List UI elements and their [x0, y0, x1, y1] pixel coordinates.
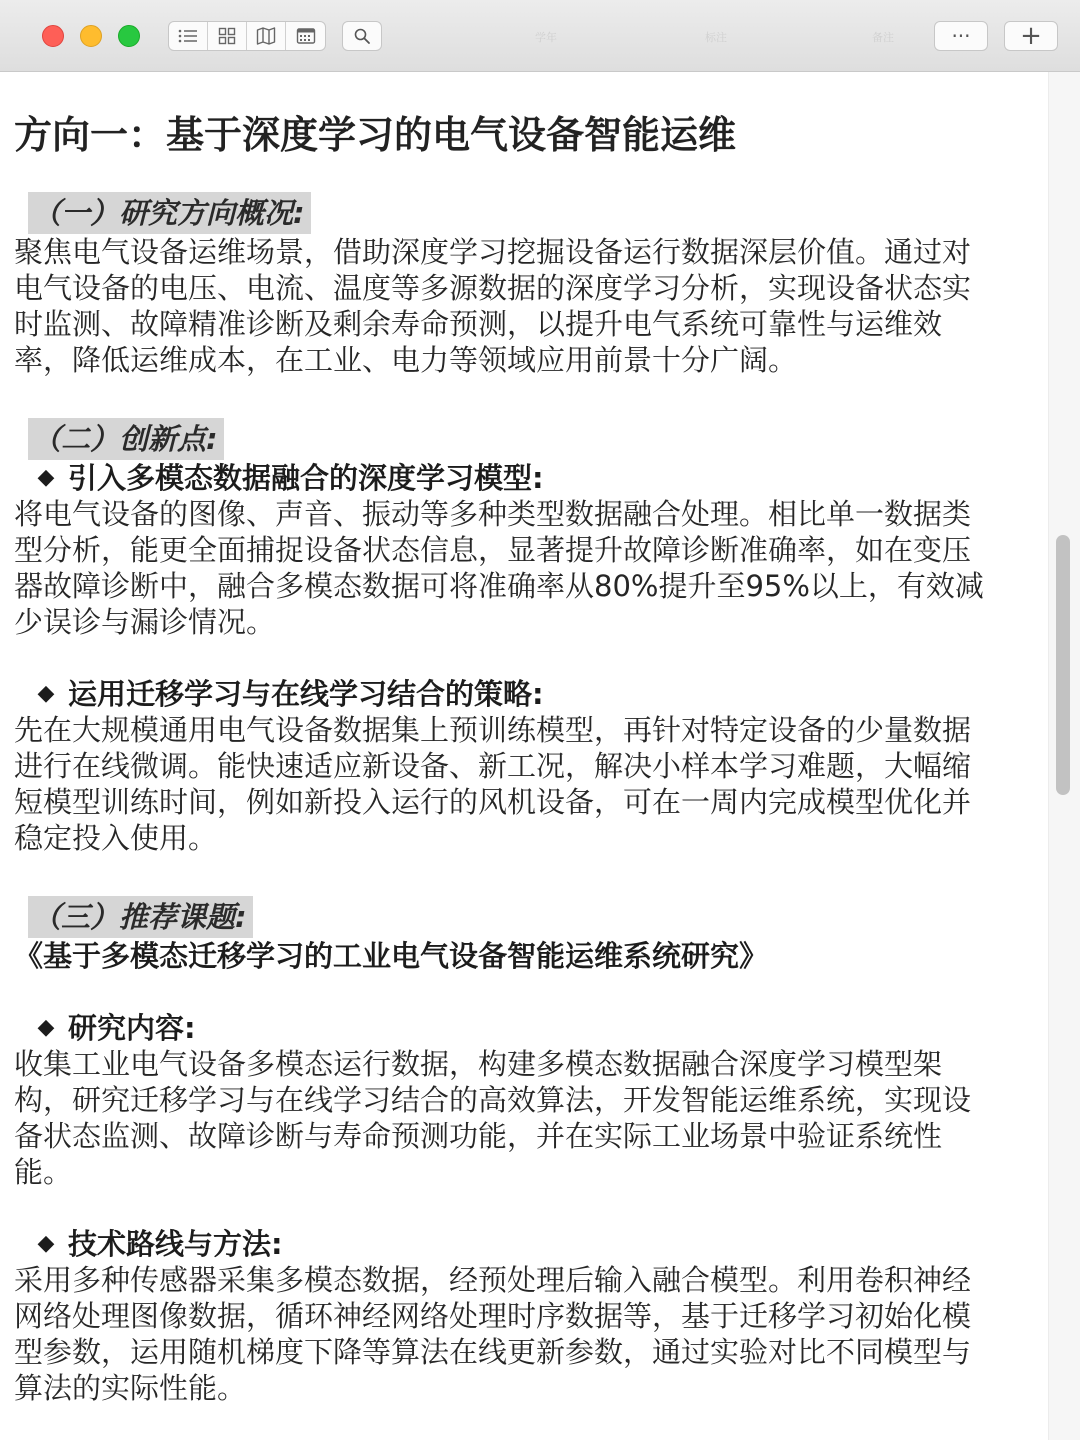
- paragraph-line: 备状态监测、故障诊断与寿命预测功能，并在实际工业场景中验证系统性: [14, 1119, 943, 1153]
- toolbar-faint-label-3: 备注: [872, 31, 894, 44]
- recommended-topic-title: 《基于多模态迁移学习的工业电气设备智能运维系统研究》: [14, 939, 769, 973]
- diamond-bullet-icon: ◆: [37, 1231, 55, 1256]
- scrollbar-thumb[interactable]: [1056, 535, 1070, 795]
- grid-view-button[interactable]: [208, 22, 247, 50]
- window-toolbar: [0, 0, 1080, 72]
- bullet-label: 研究内容:: [68, 1011, 196, 1045]
- bullet-heading: [14, 676, 1034, 712]
- bullet-label: 技术路线与方法:: [68, 1227, 283, 1261]
- calendar-view-button[interactable]: [286, 22, 325, 50]
- bullet-label: 引入多模态数据融合的深度学习模型:: [68, 461, 544, 495]
- close-window-button[interactable]: [42, 25, 64, 47]
- search-icon: [353, 27, 371, 45]
- section-innovations: [14, 418, 1034, 856]
- paragraph-line: 型参数，运用随机梯度下降等算法在线更新参数，通过实验对比不同模型与: [14, 1335, 972, 1369]
- bullet-heading: [14, 460, 1034, 496]
- section-overview: [14, 192, 1034, 378]
- search-button[interactable]: [342, 21, 382, 51]
- paragraph-line: 将电气设备的图像、声音、振动等多种类型数据融合处理。相比单一数据类: [14, 497, 972, 531]
- note-content[interactable]: [14, 108, 1034, 1406]
- ellipsis-icon: ···: [951, 24, 971, 48]
- paragraph-line: 采用多种传感器采集多模态数据，经预处理后输入融合模型。利用卷积神经: [14, 1263, 972, 1297]
- bullet-paragraph: [14, 496, 1034, 640]
- map-view-button[interactable]: [247, 22, 286, 50]
- paragraph-line: 先在大规模通用电气设备数据集上预训练模型，再针对特定设备的少量数据: [14, 713, 972, 747]
- diamond-bullet-icon: ◆: [37, 1015, 55, 1040]
- diamond-bullet-icon: ◆: [37, 465, 55, 490]
- paragraph-line: 收集工业电气设备多模态运行数据，构建多模态数据融合深度学习模型架: [14, 1047, 943, 1081]
- paragraph-line: 算法的实际性能。: [14, 1371, 247, 1405]
- paragraph-line: 短模型训练时间，例如新投入运行的风机设备，可在一周内完成模型优化并: [14, 785, 972, 819]
- spacer: [14, 640, 1034, 676]
- document-title: 方向一：基于深度学习的电气设备智能运维: [14, 113, 737, 157]
- grid-icon: [218, 27, 236, 45]
- paragraph-line: 型分析，能更全面捕捉设备状态信息，显著提升故障诊断准确率，如在变压: [14, 533, 972, 567]
- paragraph-line: 进行在线微调。能快速适应新设备、新工况，解决小样本学习难题，大幅缩: [14, 749, 972, 783]
- bullet-paragraph: [14, 1046, 1034, 1190]
- list-icon: [178, 28, 198, 44]
- section-heading: （一）研究方向概况:: [28, 192, 311, 234]
- paragraph-line: 电气设备的电压、电流、温度等多源数据的深度学习分析，实现设备状态实: [14, 271, 972, 305]
- more-options-button[interactable]: [934, 21, 988, 51]
- paragraph-line: 少误诊与漏诊情况。: [14, 605, 276, 639]
- section-heading: （二）创新点:: [28, 418, 224, 460]
- bullet-label: 运用迁移学习与在线学习结合的策略:: [68, 677, 544, 711]
- paragraph-line: 稳定投入使用。: [14, 821, 218, 855]
- bullet-heading: [14, 1226, 1034, 1262]
- spacer: [14, 1190, 1034, 1226]
- spacer: [14, 974, 1034, 1010]
- paragraph-line: 能。: [14, 1155, 73, 1189]
- minimize-window-button[interactable]: [80, 25, 102, 47]
- toolbar-faint-label-1: 学年: [535, 31, 557, 44]
- map-icon: [256, 27, 276, 45]
- section-heading: （三）推荐课题:: [28, 896, 253, 938]
- list-view-button[interactable]: [169, 22, 208, 50]
- plus-icon: +: [1020, 21, 1042, 51]
- add-button[interactable]: [1004, 21, 1058, 51]
- section-recommended-topic: [14, 896, 1034, 1406]
- bullet-heading: [14, 1010, 1034, 1046]
- view-mode-segmented-control: [168, 21, 326, 51]
- diamond-bullet-icon: ◆: [37, 681, 55, 706]
- paragraph-line: 率，降低运维成本，在工业、电力等领域应用前景十分广阔。: [14, 343, 798, 377]
- spacer: [14, 378, 1034, 418]
- paragraph-line: 聚焦电气设备运维场景，借助深度学习挖掘设备运行数据深层价值。通过对: [14, 235, 972, 269]
- toolbar-faint-label-2: 标注: [705, 31, 727, 44]
- paragraph-line: 构，研究迁移学习与在线学习结合的高效算法，开发智能运维系统，实现设: [14, 1083, 972, 1117]
- paragraph-line: 器故障诊断中，融合多模态数据可将准确率从80%提升至95%以上，有效减: [14, 569, 984, 603]
- paragraph-line: 时监测、故障精准诊断及剩余寿命预测，以提升电气系统可靠性与运维效: [14, 307, 943, 341]
- paragraph-line: 网络处理图像数据，循环神经网络处理时序数据等，基于迁移学习初始化模: [14, 1299, 972, 1333]
- overview-paragraph: [14, 234, 1034, 378]
- bullet-paragraph: [14, 1262, 1034, 1406]
- calendar-icon: [296, 27, 316, 45]
- spacer: [14, 856, 1034, 896]
- zoom-window-button[interactable]: [118, 25, 140, 47]
- bullet-paragraph: [14, 712, 1034, 856]
